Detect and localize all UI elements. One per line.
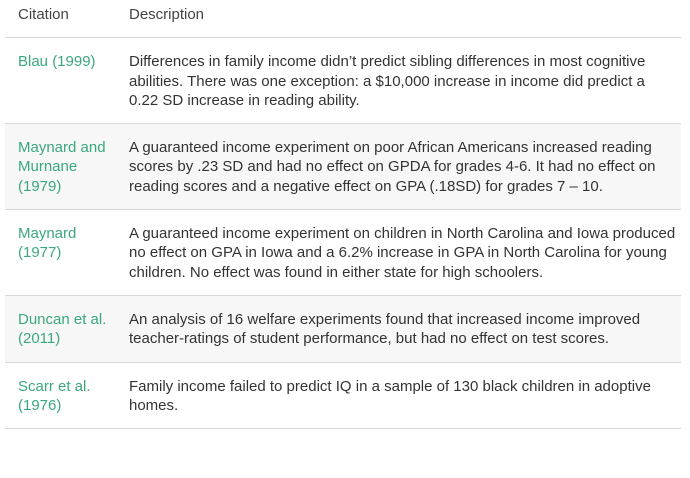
citation-link-duncan-2011[interactable]: Duncan et al. (2011) xyxy=(5,295,116,362)
citation-table-container xyxy=(5,0,681,429)
citation-link-maynard-murnane-1979[interactable]: Maynard and Murnane (1979) xyxy=(5,124,116,210)
citation-table xyxy=(5,0,681,429)
header-citation: Citation xyxy=(5,0,116,38)
table-row xyxy=(5,210,681,296)
row-description: A guaranteed income experiment on children in North Carolina and Iowa produced no effect on GPA in Iowa and a 6.2% increase in GPA in North Carolina for young children. No effect was found in either state for high schoolers. xyxy=(116,210,681,296)
row-description: Family income failed to predict IQ in a sample of 130 black children in adoptive homes. xyxy=(116,362,681,429)
row-description: A guaranteed income experiment on poor African Americans increased reading scores by .23 SD and had no effect on GPDA for grades 4-6. It had no effect on reading scores and a negative effect on GPA (.18SD) for grades 7 – 10. xyxy=(116,124,681,210)
table-header-row xyxy=(5,0,681,38)
table-row xyxy=(5,295,681,362)
table-row xyxy=(5,362,681,429)
row-description: Differences in family income didn’t predict sibling differences in most cognitive abilities. There was one exception: a $10,000 increase in income did predict a 0.22 SD increase in reading ability. xyxy=(116,38,681,124)
table-row xyxy=(5,124,681,210)
citation-link-scarr-1976[interactable]: Scarr et al. (1976) xyxy=(5,362,116,429)
citation-link-maynard-1977[interactable]: Maynard (1977) xyxy=(5,210,116,296)
citation-link-blau-1999[interactable]: Blau (1999) xyxy=(5,38,116,124)
row-description: An analysis of 16 welfare experiments found that increased income improved teacher-ratings of student performance, but had no effect on test scores. xyxy=(116,295,681,362)
header-description: Description xyxy=(116,0,681,38)
table-row xyxy=(5,38,681,124)
